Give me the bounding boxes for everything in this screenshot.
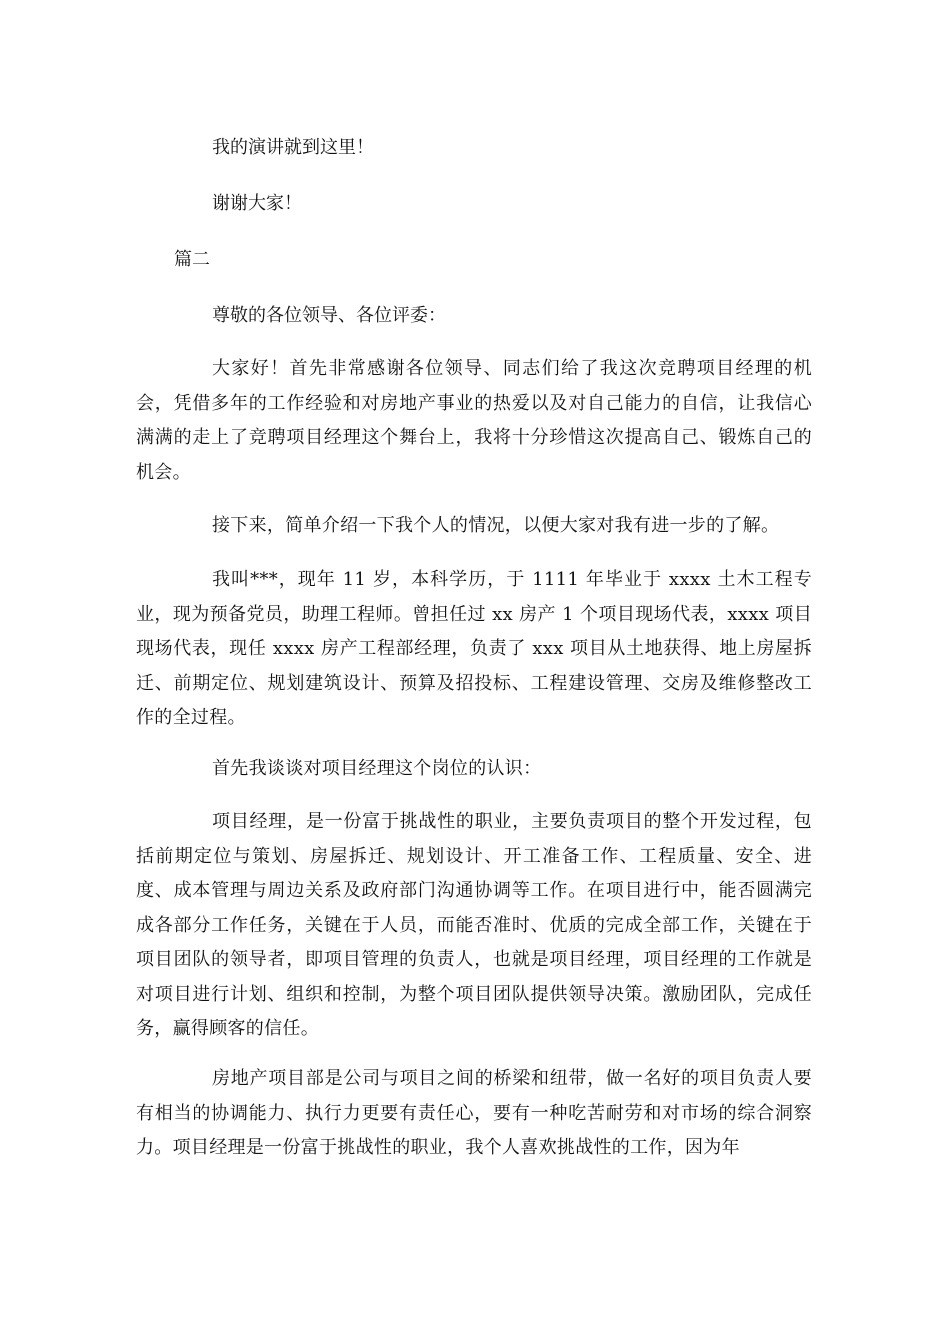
- paragraph-project-department: 房地产项目部是公司与项目之间的桥梁和纽带，做一名好的项目负责人要有相当的协调能力、执行力更要有责任心，要有一种吃苦耐劳和对市场的综合洞察力。项目经理是一份富于挑战性的职业，我个人喜欢挑战性的工作，因为年: [136, 1068, 812, 1158]
- thanks-line: 谢谢大家！: [212, 193, 302, 214]
- salutation: 尊敬的各位领导、各位评委：: [212, 305, 446, 326]
- paragraph-project-manager-duties: 项目经理，是一份富于挑战性的职业，主要负责项目的整个开发过程，包括前期定位与策划、房屋拆迁、规划设计、开工准备工作、工程质量、安全、进度、成本管理与周边关系及政府部门沟通协调等工作。在项目进行中，能否圆满完成各部分工作任务，关键在于人员，而能否准时、优质的完成全部工作，关键在于项目团队的领导者，即项目管理的负责人，也就是项目经理，项目经理的工作就是对项目进行计划、组织和控制，为整个项目团队提供领导决策。激励团队，完成任务，赢得顾客的信任。: [136, 811, 812, 1039]
- paragraph-introduction-lead: 接下来，简单介绍一下我个人的情况，以便大家对我有进一步的了解。: [212, 515, 780, 536]
- paragraph-greeting: 大家好！首先非常感谢各位领导、同志们给了我这次竞聘项目经理的机会，凭借多年的工作经验和对房地产事业的热爱以及对自己能力的自信，让我信心满满的走上了竞聘项目经理这个舞台上，我将十分珍惜这次提高自己、锻炼自己的机会。: [136, 358, 812, 483]
- paragraph-role-understanding-lead: 首先我谈谈对项目经理这个岗位的认识：: [212, 758, 542, 779]
- paragraph-personal-background: 我叫***，现年 11 岁，本科学历，于 1111 年毕业于 xxxx 土木工程专业，现为预备党员，助理工程师。曾担任过 xx 房产 1 个项目现场代表，xxxx 项目现场代表，现任 xxxx 房产工程部经理，负责了 xxx 项目从土地获得、地上房屋拆迁、前期定位、规划建筑设计、预算及招投标、工程建设管理、交房及维修整改工作的全过程。: [136, 569, 812, 728]
- closing-line: 我的演讲就到这里！: [212, 137, 374, 158]
- section-heading: 篇二: [174, 249, 210, 270]
